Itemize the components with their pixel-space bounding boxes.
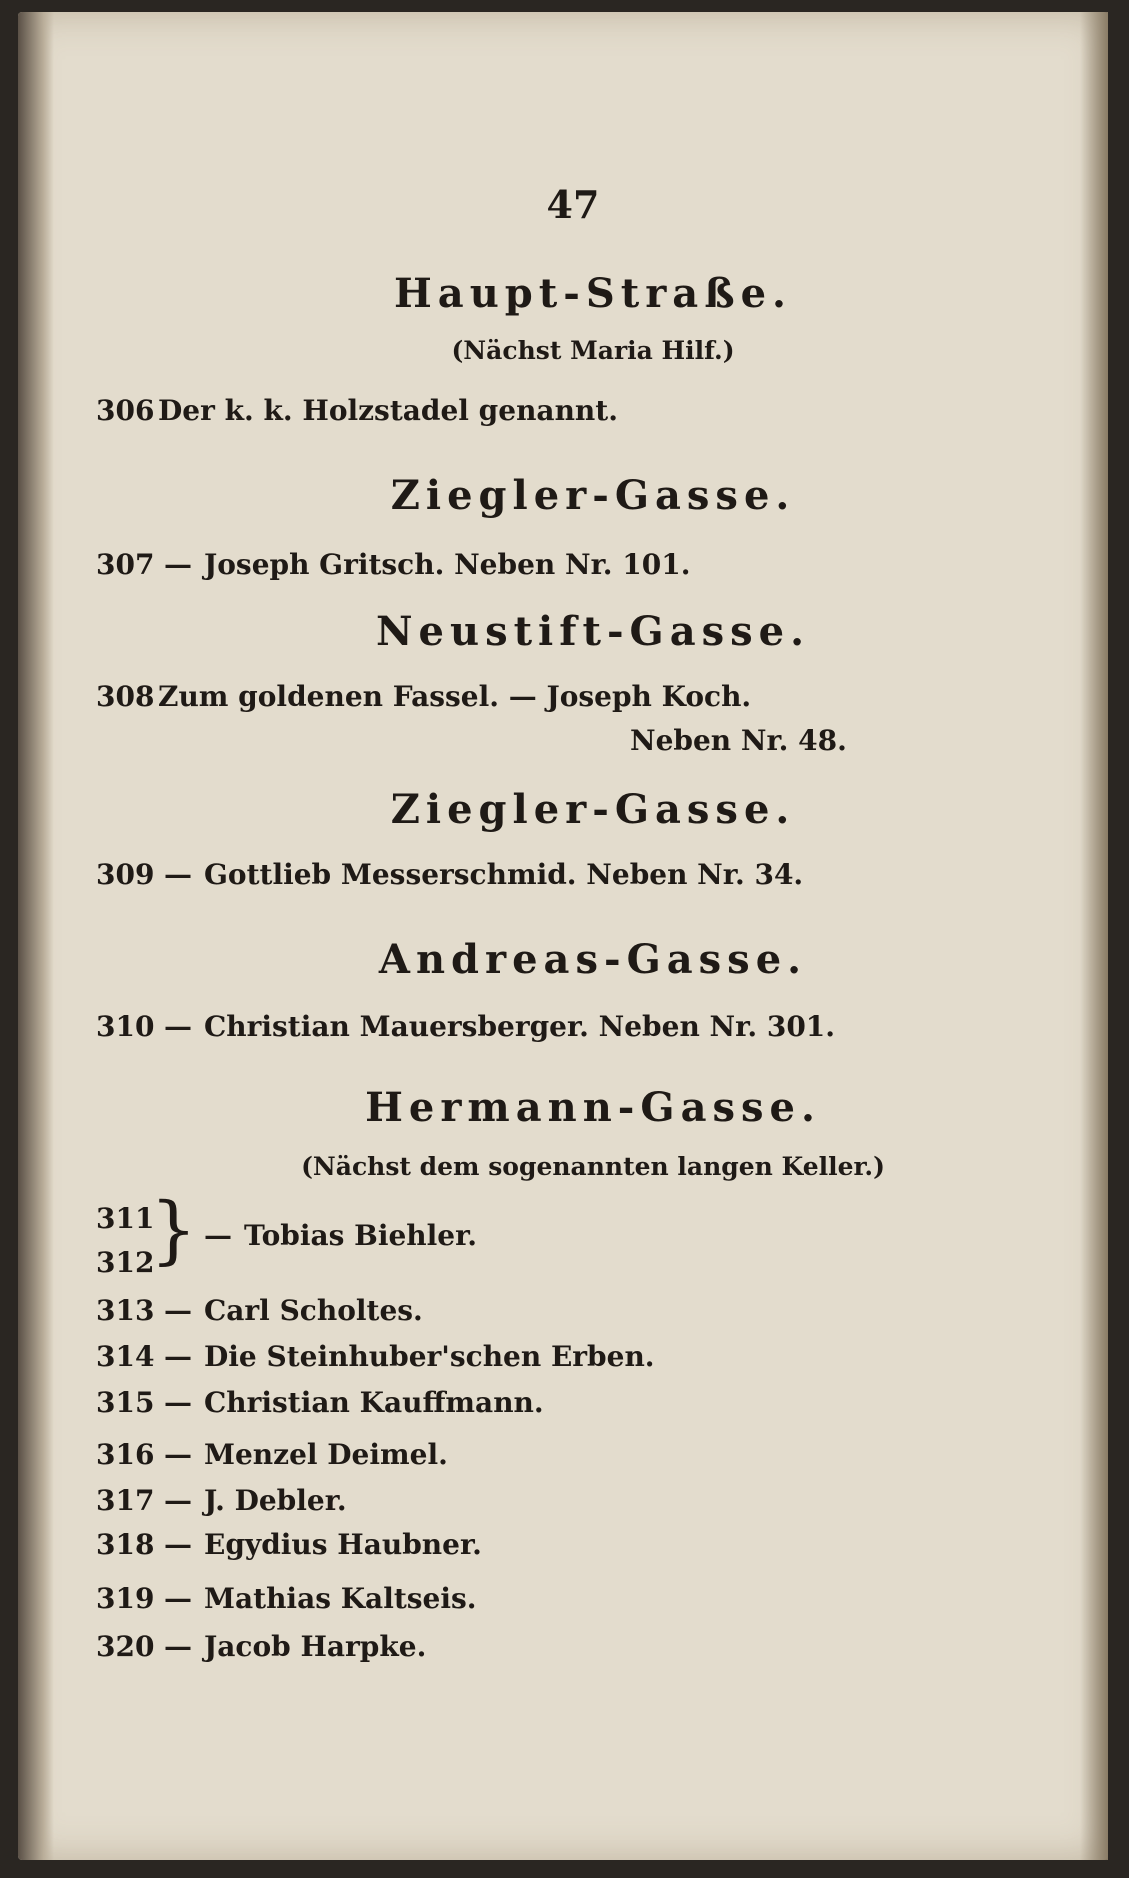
house-number: 313	[96, 1294, 155, 1327]
entry-dash: —	[164, 1528, 192, 1561]
brace-icon: }	[150, 1187, 198, 1273]
book-page	[18, 12, 1108, 1860]
section-heading: Hermann-Gasse.	[365, 1084, 821, 1131]
book-spine-shadow	[18, 12, 54, 1860]
house-number: 315	[96, 1386, 155, 1419]
page-number: 47	[546, 182, 600, 227]
entry-text: Egydius Haubner.	[204, 1528, 482, 1561]
list-item	[96, 1438, 448, 1471]
entry-dash: —	[164, 1010, 192, 1043]
house-number: 318	[96, 1528, 155, 1561]
house-number: 317	[96, 1484, 155, 1517]
entry-text: Tobias Biehler.	[244, 1219, 478, 1252]
section-heading: Haupt-Straße.	[394, 270, 792, 317]
entry-dash: —	[164, 858, 192, 891]
house-number: 307	[96, 548, 155, 581]
entry-dash: —	[164, 548, 192, 581]
section-subheading: (Nächst dem sogenannten langen Keller.)	[301, 1152, 885, 1181]
entry-continuation: Neben Nr. 48.	[630, 724, 847, 757]
entry-text: Gottlieb Messerschmid. Neben Nr. 34.	[204, 858, 804, 891]
entry-dash: —	[164, 1630, 192, 1663]
entry-dash: —	[164, 1582, 192, 1615]
entry-text: Carl Scholtes.	[204, 1294, 423, 1327]
section-subheading: (Nächst Maria Hilf.)	[451, 336, 735, 365]
entry-text: Zum goldenen Fassel. — Joseph Koch.	[158, 680, 752, 713]
house-number: 309	[96, 858, 155, 891]
list-item	[96, 1340, 655, 1373]
list-item	[96, 1294, 423, 1327]
house-number: 312	[96, 1246, 155, 1279]
entry-text: Menzel Deimel.	[204, 1438, 448, 1471]
house-number: 320	[96, 1630, 155, 1663]
entry-dash: —	[204, 1219, 232, 1252]
list-item	[96, 1010, 835, 1043]
list-item	[96, 1484, 347, 1517]
house-number: 310	[96, 1010, 155, 1043]
entry-text: Joseph Gritsch. Neben Nr. 101.	[204, 548, 691, 581]
entry-text-line	[198, 1219, 477, 1252]
entry-dash: —	[164, 1438, 192, 1471]
entry-text: Der k. k. Holzstadel genannt.	[158, 394, 618, 427]
list-item	[96, 1630, 426, 1663]
entry-dash: —	[164, 1294, 192, 1327]
entry-text: Jacob Harpke.	[204, 1630, 427, 1663]
entry-dash: —	[164, 1340, 192, 1373]
entry-text: Mathias Kaltseis.	[204, 1582, 477, 1615]
house-number: 314	[96, 1340, 155, 1373]
section-heading: Neustift-Gasse.	[375, 608, 811, 655]
house-number: 316	[96, 1438, 155, 1471]
list-item	[96, 1386, 544, 1419]
list-item	[96, 548, 690, 581]
entry-dash: —	[164, 1484, 192, 1517]
bracket-numbers	[96, 1197, 154, 1285]
entry-text: Christian Mauersberger. Neben Nr. 301.	[204, 1010, 836, 1043]
list-item	[96, 858, 803, 891]
list-item	[96, 680, 751, 713]
entry-text: Die Steinhuber'schen Erben.	[204, 1340, 655, 1373]
entry-text: J. Debler.	[204, 1484, 347, 1517]
list-item	[96, 1582, 477, 1615]
section-heading: Ziegler-Gasse.	[390, 786, 796, 833]
house-number: 319	[96, 1582, 155, 1615]
entry-dash: —	[164, 1386, 192, 1419]
house-number: 306	[96, 394, 155, 427]
section-heading: Ziegler-Gasse.	[390, 472, 796, 519]
list-item	[96, 394, 618, 427]
house-number: 308	[96, 680, 155, 713]
entry-text: Christian Kauffmann.	[204, 1386, 544, 1419]
list-item	[96, 1528, 482, 1561]
section-heading: Andreas-Gasse.	[378, 936, 808, 983]
house-number: 311	[96, 1202, 155, 1235]
